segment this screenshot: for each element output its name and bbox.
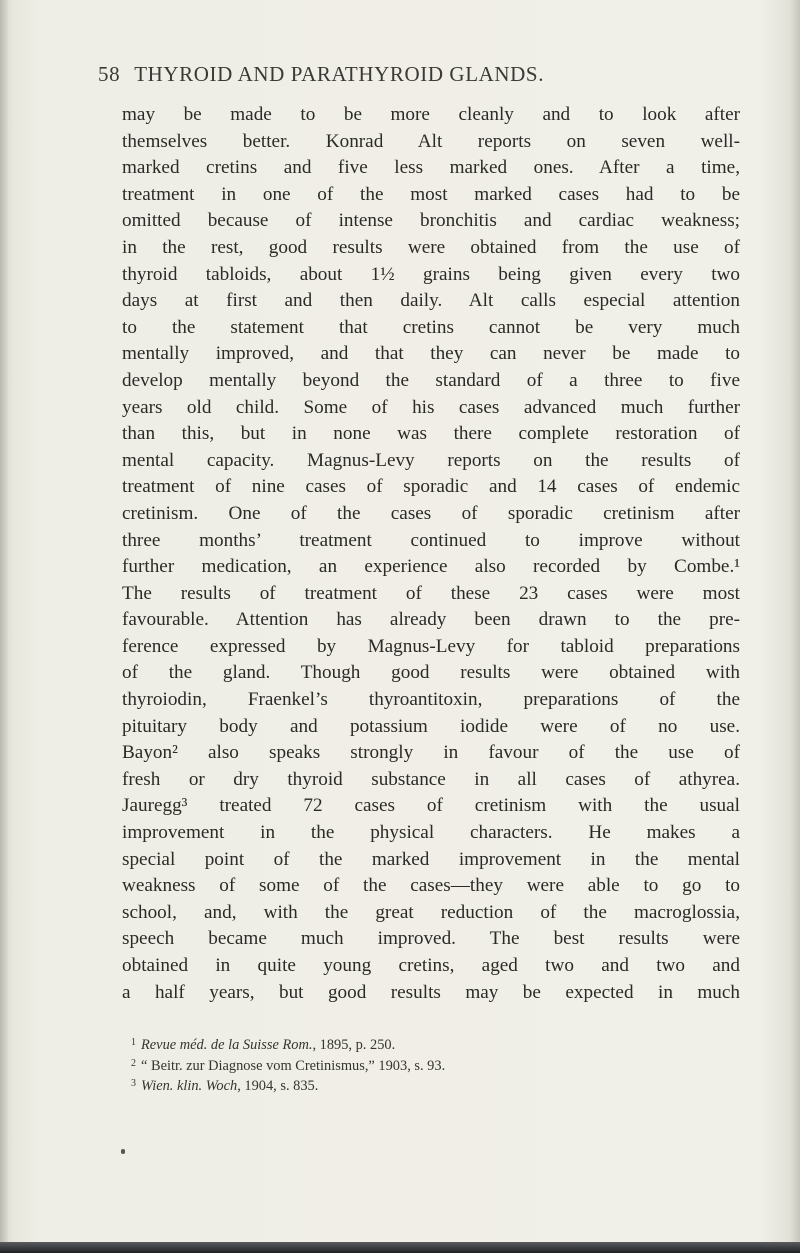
text-line: to the statement that cretins cannot be very much xyxy=(122,316,740,338)
footnote-mark: 1 xyxy=(131,1037,136,1048)
footnote-mark: 3 xyxy=(131,1078,136,1089)
text-line: weakness of some of the cases—they were able to go to xyxy=(122,875,740,897)
page-gutter-shadow xyxy=(0,0,8,1253)
text-line: three months’ treatment continued to improve without xyxy=(122,529,740,551)
scan-bottom-edge xyxy=(0,1242,800,1253)
page-number: 58 xyxy=(98,62,121,86)
text-line: favourable. Attention has already been drawn to the pre- xyxy=(122,609,740,631)
page-edge-shadow xyxy=(790,0,800,1253)
text-line: cretinism. One of the cases of sporadic cretinism after xyxy=(122,502,740,524)
text-line: further medication, an experience also recorded by Combe.¹ xyxy=(122,556,740,578)
text-line: treatment of nine cases of sporadic and 14 cases of endemic xyxy=(122,476,740,498)
footnote-detail: , 1895, p. 250. xyxy=(312,1037,396,1053)
text-line: Bayon² also speaks strongly in favour of the use of xyxy=(122,742,740,764)
text-line: obtained in quite young cretins, aged two and two and xyxy=(122,955,740,976)
footnote-detail: 1903, s. 93. xyxy=(374,1057,446,1074)
footnote xyxy=(131,1075,691,1096)
text-line: treatment in one of the most marked cases had to be xyxy=(122,183,740,205)
text-line: ference expressed by Magnus-Levy for tabloid preparations xyxy=(122,635,740,657)
text-line: improvement in the physical characters. He makes a xyxy=(122,822,740,844)
footnotes xyxy=(131,1034,691,1096)
text-line: marked cretins and five less marked ones. After a time, xyxy=(122,157,740,179)
text-line: mentally improved, and that they can never be made to xyxy=(122,343,740,365)
text-line: may be made to be more cleanly and to look after xyxy=(122,104,740,125)
running-head xyxy=(98,62,718,87)
chapter-title: THYROID AND PARATHYROID GLANDS. xyxy=(134,62,545,86)
footnote-source: Wien. klin. Woch xyxy=(141,1078,238,1094)
text-line: mental capacity. Magnus-Levy reports on the results of xyxy=(122,449,740,471)
text-line: special point of the marked improvement in the mental xyxy=(122,848,740,870)
text-line: speech became much improved. The best results were xyxy=(122,928,740,950)
text-line: themselves better. Konrad Alt reports on seven well- xyxy=(122,130,740,152)
text-line: years old child. Some of his cases advanced much further xyxy=(122,396,740,418)
footnote-detail: , 1904, s. 835. xyxy=(237,1078,319,1094)
text-line: Jauregg³ treated 72 cases of cretinism with the usual xyxy=(122,795,740,817)
ink-speck xyxy=(121,1149,125,1154)
text-line: thyroid tabloids, about 1½ grains being given every two xyxy=(122,263,740,285)
text-line: of the gland. Though good results were obtained with xyxy=(122,662,740,684)
text-line: school, and, with the great reduction of the macroglossia, xyxy=(122,901,740,923)
footnote xyxy=(131,1034,691,1055)
text-line: develop mentally beyond the standard of a three to five xyxy=(122,369,740,391)
text-line: thyroiodin, Fraenkel’s thyroantitoxin, preparations of the xyxy=(122,689,740,711)
text-line: The results of treatment of these 23 cases were most xyxy=(122,582,740,604)
footnote-source: “ Beitr. zur Diagnose vom Cretinismus,” xyxy=(141,1057,375,1074)
text-line: than this, but in none was there complete restoration of xyxy=(122,423,740,445)
footnote-mark: 2 xyxy=(131,1057,136,1069)
body-text xyxy=(122,102,740,1006)
text-line: pituitary body and potassium iodide were of no use. xyxy=(122,715,740,737)
text-line: days at first and then daily. Alt calls especial attention xyxy=(122,290,740,312)
text-line: fresh or dry thyroid substance in all cases of athyrea. xyxy=(122,768,740,790)
text-line: omitted because of intense bronchitis and cardiac weakness; xyxy=(122,210,740,232)
footnote-source: Revue méd. de la Suisse Rom. xyxy=(141,1037,313,1053)
text-line: a half years, but good results may be expected in much xyxy=(122,981,740,1003)
footnote xyxy=(131,1055,691,1076)
text-line: in the rest, good results were obtained from the use of xyxy=(122,236,740,258)
